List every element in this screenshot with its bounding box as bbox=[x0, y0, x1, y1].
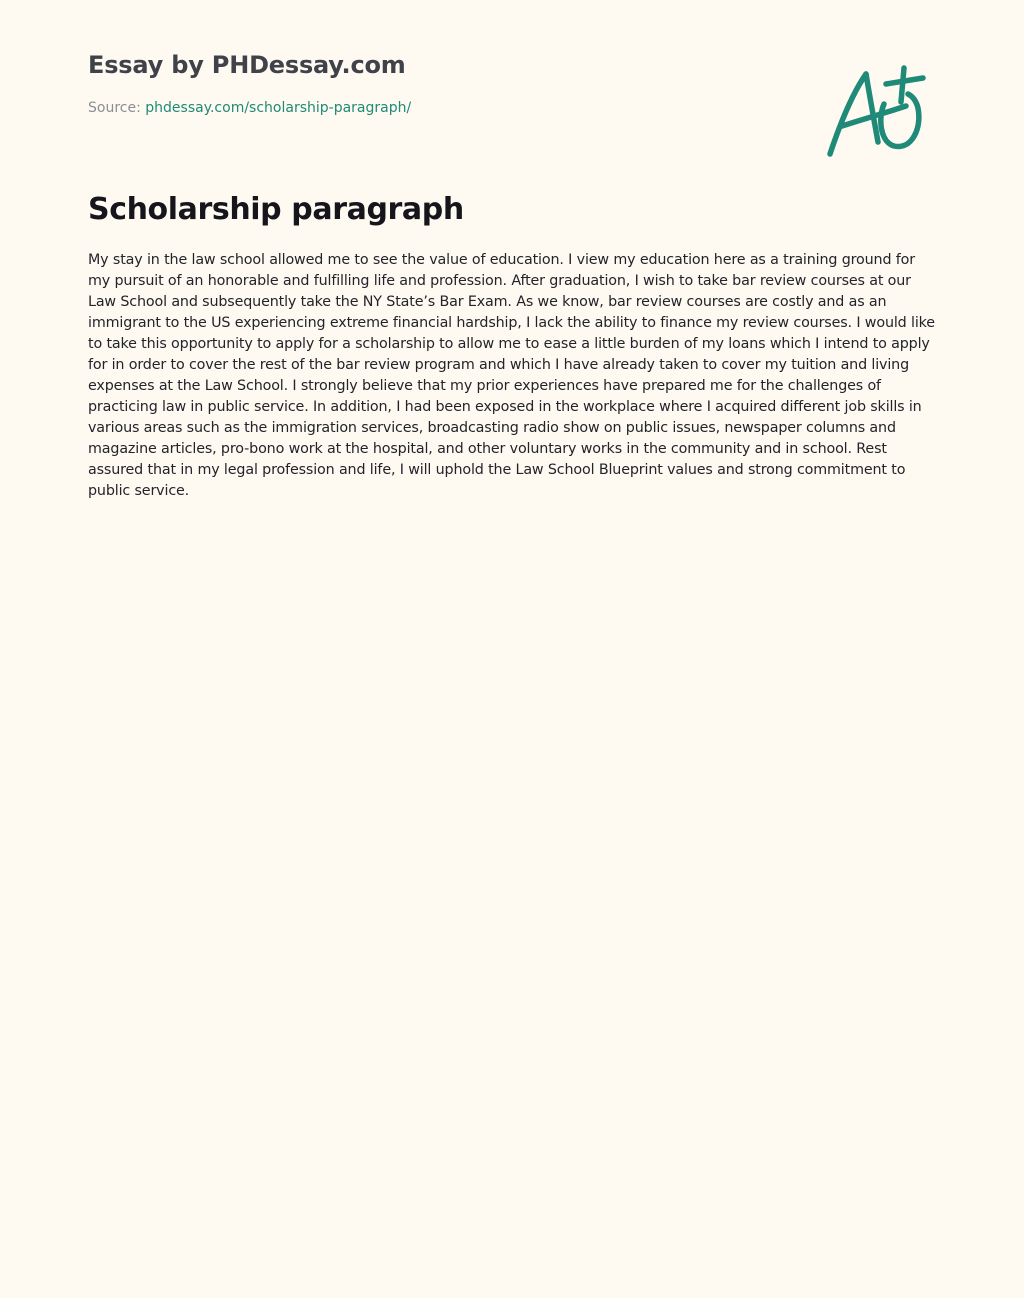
essay-title: Scholarship paragraph bbox=[88, 192, 464, 227]
source-label: Source: bbox=[88, 100, 146, 116]
site-title: Essay by PHDessay.com bbox=[88, 51, 406, 79]
source-link[interactable]: phdessay.com/scholarship-paragraph/ bbox=[145, 100, 412, 116]
page-header bbox=[88, 48, 708, 118]
source-line bbox=[88, 98, 708, 118]
essay-body: My stay in the law school allowed me to see the value of education. I view my education here as a training ground for my pursuit of an honorable and fulfilling life and profession. After graduation, I wish to take bar review courses at our Law School and subsequently take the NY State’s Bar Exam. As we know, bar review courses are costly and as an immigrant to the US experiencing extreme financial hardship, I lack the ability to finance my review courses. I would like to take this opportunity to apply for a scholarship to allow me to ease a little burden of my loans which I intend to apply for in order to cover the rest of the bar review program and which I have already taken to cover my tuition and living expenses at the Law School. I strongly believe that my prior experiences have prepared me for the challenges of practicing law in public service. In addition, I had been exposed in the workplace where I acquired different job skills in various areas such as the immigration services, broadcasting radio show on public issues, newspaper columns and magazine articles, pro-bono work at the hospital, and other voluntary works in the community and in school. Rest assured that in my legal profession and life, I will uphold the Law School Blueprint values and strong commitment to public service. bbox=[88, 252, 935, 499]
a-plus-grade-icon bbox=[822, 62, 930, 162]
